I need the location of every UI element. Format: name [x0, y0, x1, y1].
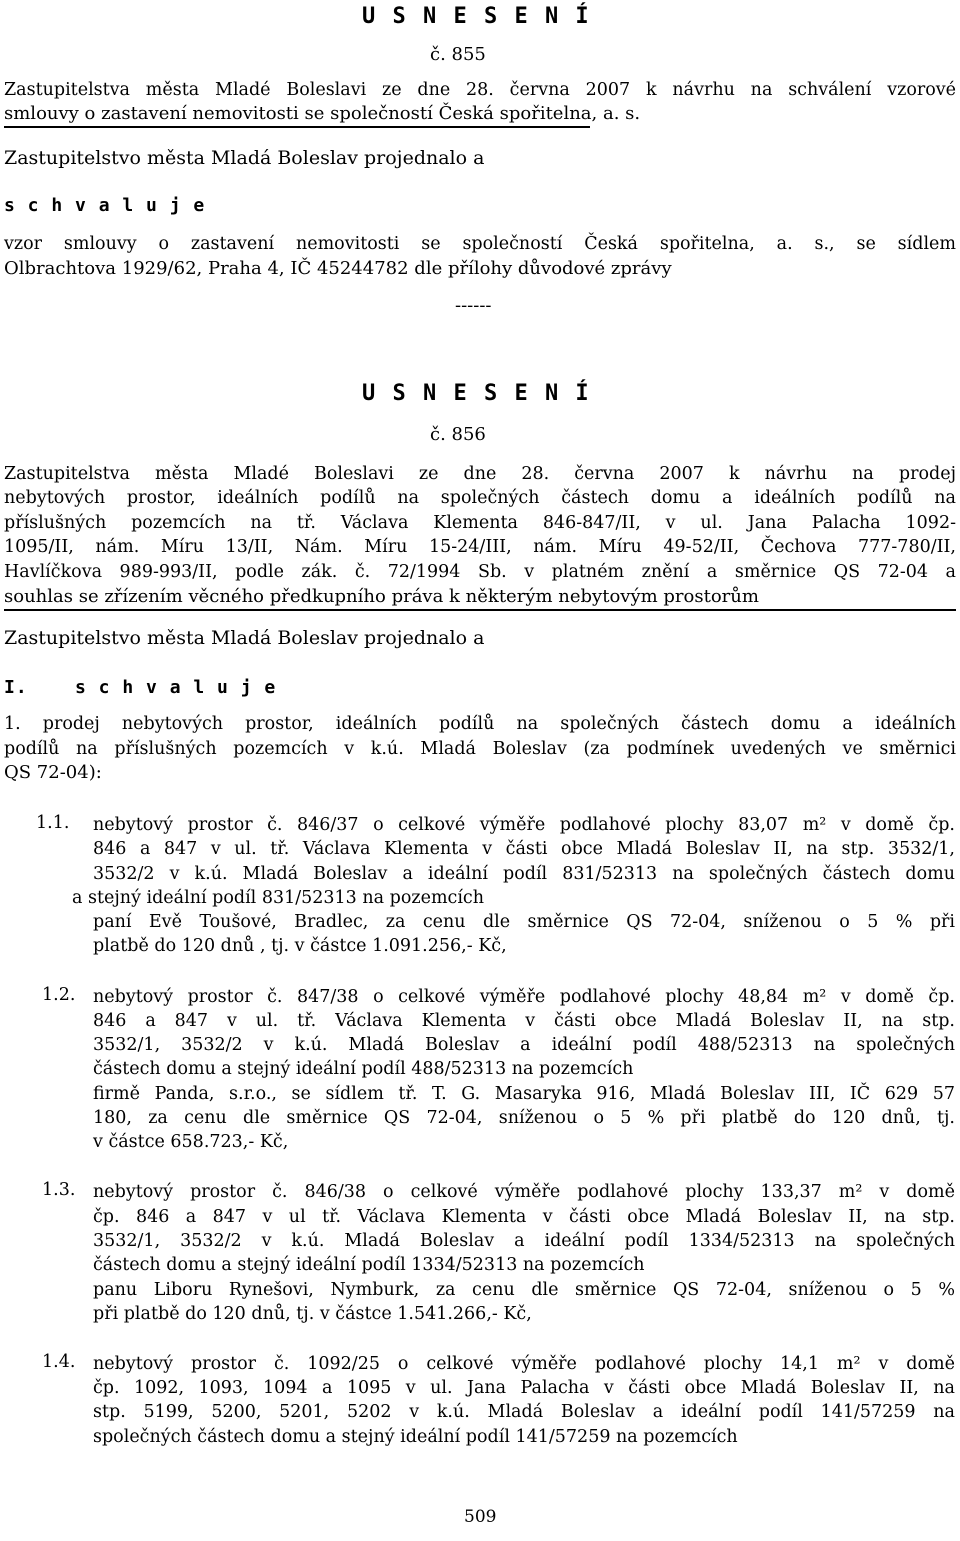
item-line: nebytový prostor č. 846/38 o celkové výměře podlahové plochy 133,37 m² v domě	[93, 1182, 955, 1202]
resolution-856-heading: U S N E S E N Í	[362, 381, 591, 406]
subject-line-last: souhlas se zřízením věcného předkupního práva k některým nebytovým prostorům	[4, 586, 759, 607]
resolution-855-body: Zastupitelstvo města Mladá Boleslav projednalo a	[4, 147, 485, 169]
item-line: 846 a 847 v ul. tř. Václava Klementa v části obce Mladá Boleslav II, na stp.	[93, 1011, 955, 1031]
item-line-last: částech domu a stejný ideální podíl 1334/52313 na pozemcích	[93, 1255, 645, 1275]
item-line: stp. 5199, 5200, 5201, 5202 v k.ú. Mladá Boleslav a ideální podíl 141/57259 na	[93, 1402, 955, 1422]
approves-roman: I.	[4, 677, 28, 698]
item-line: nebytový prostor č. 1092/25 o celkové výměře podlahové plochy 14,1 m² v domě	[93, 1354, 955, 1374]
resolution-855-subject-line2: smlouvy o zastavení nemovitosti se společností Česká spořitelna, a. s.	[4, 103, 641, 124]
subject-line: 1095/II, nám. Míru 13/II, Nám. Míru 15-24/III, nám. Míru 49-52/II, Čechova 777-780/II,	[4, 537, 956, 557]
approve-line1: vzor smlouvy o zastavení nemovitosti se společností Česká spořitelna, a. s., se sídlem	[4, 234, 956, 254]
item-line-last: společných částech domu a stejný ideální podíl 141/57259 na pozemcích	[93, 1427, 738, 1447]
item-line: nebytový prostor č. 847/38 o celkové výměře podlahové plochy 48,84 m² v domě čp.	[93, 987, 955, 1007]
item-number: 1.3.	[42, 1180, 76, 1200]
underline	[4, 609, 956, 611]
approves-label: s c h v a l u j e	[75, 677, 277, 698]
item-buyer-first: firmě Panda, s.r.o., se sídlem tř. T. G. Masaryka 916, Mladá Boleslav III, IČ 629 57	[93, 1084, 955, 1104]
item-line: 3532/2 v k.ú. Mladá Boleslav a ideální podíl 831/52313 na společných částech domu	[93, 864, 955, 884]
item-number: 1.1.	[36, 813, 70, 833]
point1-line: 1. prodej nebytových prostor, ideálních podílů na společných částech domu a ideálních	[4, 714, 956, 734]
subject-line: Zastupitelstva města Mladé Boleslavi ze dne 28. června 2007 k návrhu na prodej	[4, 464, 956, 484]
item-buyer: panu Liboru Rynešovi, Nymburk, za cenu dle směrnice QS 72-04, sníženou o 5 %	[93, 1280, 955, 1300]
resolution-856-number: č. 856	[430, 424, 486, 445]
subject-line: nebytových prostor, ideálních podílů na společných částech domu a ideálních podílů na	[4, 488, 956, 508]
separator: ------	[455, 295, 492, 316]
item-line: 3532/1, 3532/2 v k.ú. Mladá Boleslav a ideální podíl 1334/52313 na společných	[93, 1231, 955, 1251]
point1-line: podílů na příslušných pozemcích v k.ú. Mladá Boleslav (za podmínek uvedených ve směrnici	[4, 739, 956, 759]
item-number: 1.2.	[42, 985, 76, 1005]
item-line: čp. 1092, 1093, 1094 a 1095 v ul. Jana Palacha v části obce Mladá Boleslav II, na	[93, 1378, 955, 1398]
item-line-last: a stejný ideální podíl 831/52313 na pozemcích	[72, 888, 485, 908]
subject-line: příslušných pozemcích na tř. Václava Klementa 846-847/II, v ul. Jana Palacha 1092-	[4, 513, 956, 533]
item-buyer: 180, za cenu dle směrnice QS 72-04, sníženou o 5 % při platbě do 120 dnů, tj.	[93, 1108, 955, 1128]
resolution-856-body: Zastupitelstvo města Mladá Boleslav projednalo a	[4, 627, 485, 649]
page-number: 509	[464, 1507, 497, 1527]
subject-line: Havlíčkova 989-993/II, podle zák. č. 72/1994 Sb. v platném znění a směrnice QS 72-04 a	[4, 562, 956, 582]
approve-line2: Olbrachtova 1929/62, Praha 4, IČ 45244782 dle přílohy důvodové zprávy	[4, 258, 672, 279]
resolution-855-heading: U S N E S E N Í	[362, 4, 591, 29]
item-line: 3532/1, 3532/2 v k.ú. Mladá Boleslav a ideální podíl 488/52313 na společných	[93, 1035, 955, 1055]
item-line: nebytový prostor č. 846/37 o celkové výměře podlahové plochy 83,07 m² v domě čp.	[93, 815, 955, 835]
item-number: 1.4.	[42, 1352, 76, 1372]
resolution-855-number: č. 855	[430, 44, 486, 65]
item-buyer-last: platbě do 120 dnů , tj. v částce 1.091.256,- Kč,	[93, 936, 507, 956]
point1-line-last: QS 72-04):	[4, 762, 102, 783]
approves-label: s c h v a l u j e	[4, 195, 206, 216]
item-line: 846 a 847 v ul. tř. Václava Klementa v části obce Mladá Boleslav II, na stp. 3532/1,	[93, 839, 955, 859]
item-buyer: paní Evě Toušové, Bradlec, za cenu dle směrnice QS 72-04, sníženou o 5 % při	[93, 912, 955, 932]
item-buyer-last: v částce 658.723,- Kč,	[93, 1132, 289, 1152]
underline	[4, 126, 590, 128]
item-buyer-last: při platbě do 120 dnů, tj. v částce 1.541.266,- Kč,	[93, 1304, 532, 1324]
item-line: čp. 846 a 847 v ul tř. Václava Klementa v části obce Mladá Boleslav II, na stp.	[93, 1207, 955, 1227]
item-line-last: částech domu a stejný ideální podíl 488/52313 na pozemcích	[93, 1059, 634, 1079]
resolution-855-subject-line1: Zastupitelstva města Mladé Boleslavi ze dne 28. června 2007 k návrhu na schválení vzorové	[4, 80, 956, 100]
